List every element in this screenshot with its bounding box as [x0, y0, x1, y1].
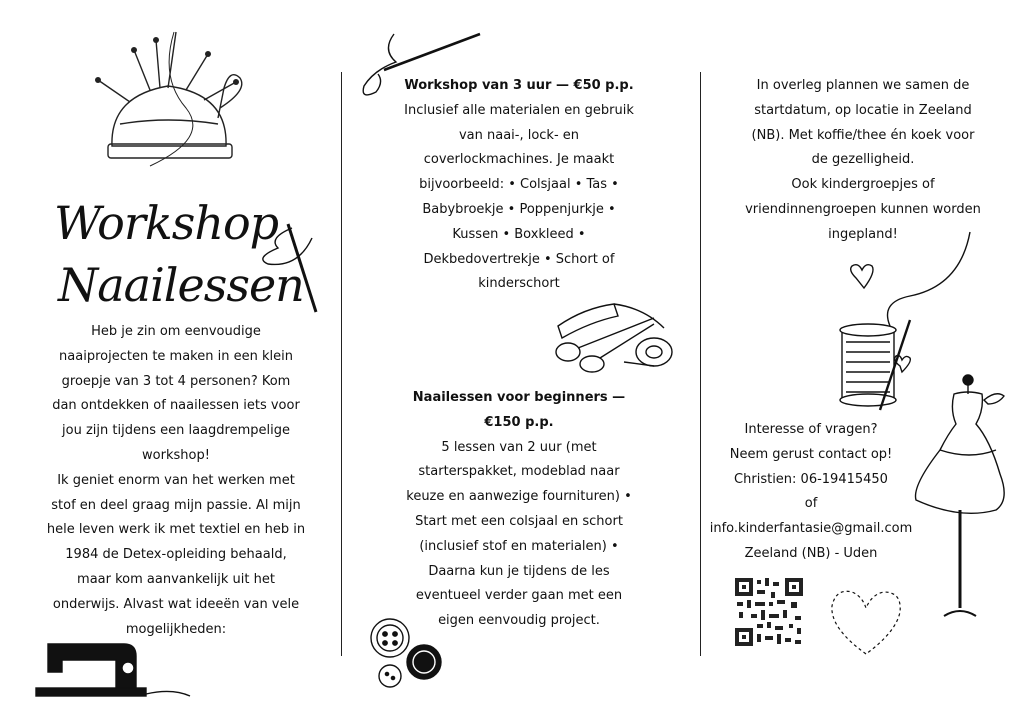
workshop-heading: Workshop van 3 uur — €50 p.p.: [404, 78, 634, 93]
intro-line: onderwijs. Alvast wat ideeën van vele: [52, 596, 300, 612]
workshop-line: bijvoorbeeld: • Colsjaal • Tas •: [419, 177, 619, 193]
contact-phone: Christien: 06-19415450: [734, 471, 888, 487]
intro-line: hele leven werk ik met textiel en heb in: [46, 522, 306, 538]
beginners-line: Daarna kun je tijdens de les: [428, 563, 610, 579]
pincushion-icon: [90, 28, 250, 168]
beginners-line: eigen eenvoudig project.: [438, 613, 600, 629]
workshop-line: Dekbedovertrekje • Schort of: [423, 251, 615, 267]
contact-line: of: [804, 496, 818, 512]
beginners-line: keuze en aanwezige fournituren) •: [406, 489, 632, 505]
info-line: ingepland!: [828, 226, 898, 242]
info-line: vriendinnengroepen kunnen worden: [745, 201, 981, 217]
info-line: In overleg plannen we samen de: [756, 78, 970, 93]
info-line: de gezelligheid.: [811, 152, 915, 168]
beginners-line: eventueel verder gaan met een: [415, 588, 623, 604]
beginners-line: 5 lessen van 2 uur (met: [441, 439, 597, 455]
beginners-section: [372, 386, 666, 634]
contact-line: Neem gerust contact op!: [729, 446, 893, 462]
buttons-icon: [368, 616, 448, 692]
intro-line: Ik geniet enorm van het werken met: [57, 472, 295, 488]
contact-line: Interesse of vragen?: [744, 422, 878, 437]
info-line: Ook kindergroepjes of: [791, 177, 935, 193]
intro-line: workshop!: [142, 447, 210, 463]
intro-line: mogelijkheden:: [125, 621, 227, 637]
workshop-line: coverlockmachines. Je maakt: [423, 152, 615, 168]
info-line: (NB). Met koffie/thee én koek voor: [751, 127, 975, 143]
intro-line: dan ontdekken of naailessen iets voor: [52, 398, 300, 414]
qr-code[interactable]: [733, 576, 805, 648]
intro-line: 1984 de Detex-opleiding behaald,: [65, 547, 287, 563]
intro-line: naaiprojecten te maken in een klein: [59, 348, 293, 364]
intro-line: Heb je zin om eenvoudige: [91, 324, 261, 339]
dress-form-icon: [900, 370, 1020, 638]
sewing-machine-icon: [32, 636, 192, 702]
workshop-line: Inclusief alle materialen en gebruik: [404, 102, 634, 118]
intro-line: jou zijn tijdens een laagdrempelige: [62, 423, 290, 439]
workshop-line: Kussen • Boxkleed •: [452, 226, 586, 242]
beginners-line: starterspakket, modeblad naar: [418, 464, 620, 480]
needle-thread-icon: [258, 218, 328, 318]
right-info-text: [728, 74, 998, 248]
workshop-section: [372, 74, 666, 297]
contact-location: Zeeland (NB) - Uden: [744, 545, 878, 561]
beginners-heading: Naailessen voor beginners —: [412, 390, 626, 405]
column-divider-left: [341, 72, 342, 656]
left-intro-text: [36, 320, 316, 642]
intro-line: stof en deel graag mijn passie. Al mijn: [51, 497, 301, 513]
contact-section: [706, 418, 916, 567]
beginners-line: Start met een colsjaal en schort: [415, 513, 623, 529]
title-naailessen: Naailessen: [58, 258, 304, 312]
beginners-line: (inclusief stof en materialen) •: [419, 538, 619, 554]
workshop-line: kinderschort: [478, 276, 560, 292]
intro-line: groepje van 3 tot 4 personen? Kom: [61, 373, 291, 389]
contact-email[interactable]: info.kinderfantasie@gmail.com: [709, 521, 913, 537]
workshop-line: Babybroekje • Poppenjurkje •: [422, 201, 616, 217]
workshop-line: van naai-, lock- en: [458, 127, 580, 143]
beginners-price: €150 p.p.: [484, 414, 554, 430]
intro-line: maar kom aanvankelijk uit het: [77, 571, 275, 587]
column-divider-right: [700, 72, 701, 656]
heart-icon: [826, 584, 906, 660]
measuring-tape-scissors-icon: [554, 298, 680, 376]
info-line: startdatum, op locatie in Zeeland: [754, 102, 972, 118]
title-workshop: Workshop: [54, 196, 279, 250]
